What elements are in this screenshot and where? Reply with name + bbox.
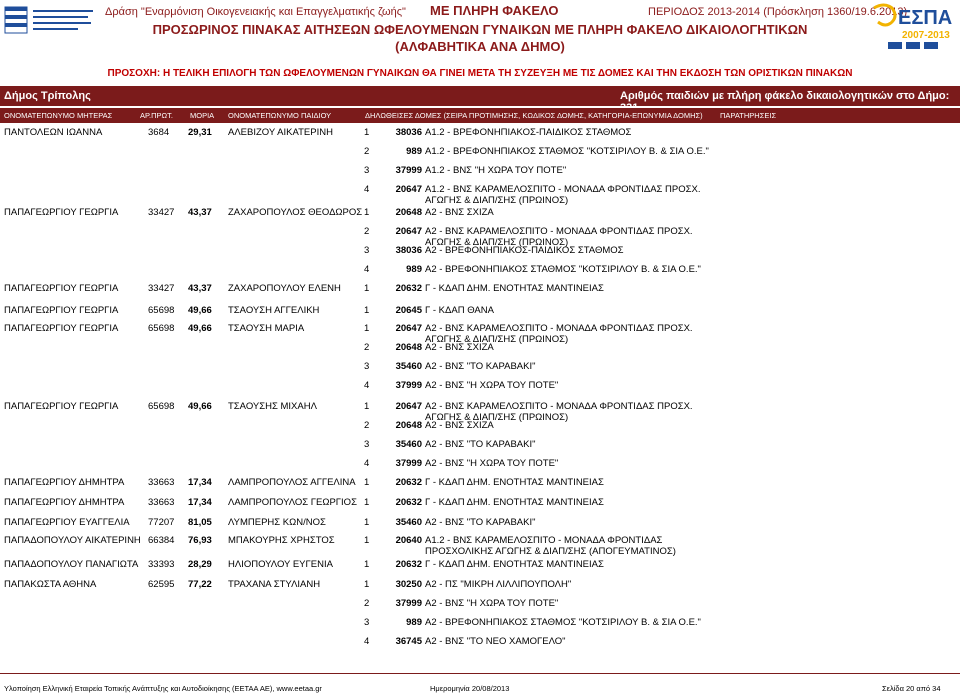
choice-order: 1: [364, 477, 370, 488]
choice-order: 1: [364, 207, 370, 218]
choice-order: 1: [364, 579, 370, 590]
structure-code: 20647: [395, 323, 422, 334]
structure-name: Α2 - ΒΝΣ ΣΧΙΖΑ: [425, 207, 494, 218]
structure-code: 20648: [395, 420, 422, 431]
choice-order: 3: [364, 361, 370, 372]
protocol-number: 62595: [148, 579, 175, 590]
structure-name: Α1.2 - ΒΝΣ ΚΑΡΑΜΕΛΟΣΠΙΤΟ - ΜΟΝΑΔΑ ΦΡΟΝΤΙΔΑΣ ΠΡΟΣΧΟΛΙΚΗΣ ΑΓΩΓΗΣ & ΔΙΑΠ/ΣΗΣ (ΑΠΟΓΕΥΜΑΤΙΝΟΣ): [425, 535, 676, 557]
choice-order: 3: [364, 165, 370, 176]
col-points: ΜΟΡΙΑ: [190, 111, 215, 120]
espa-logo-text: ΕΣΠΑ: [898, 7, 953, 29]
choice-order: 1: [364, 401, 370, 412]
child-name: ΖΑΧΑΡΟΠΟΥΛΟΥ ΕΛΕΝΗ: [228, 283, 341, 294]
structure-code: 20647: [395, 226, 422, 237]
structure-name: Α2 - ΒΝΣ "ΤΟ ΚΑΡΑΒΑΚΙ": [425, 361, 536, 372]
points-value: 17,34: [188, 477, 212, 488]
structure-code: 20632: [395, 497, 422, 508]
protocol-number: 33427: [148, 207, 175, 218]
structure-name: Α2 - ΒΝΣ ΚΑΡΑΜΕΛΟΣΠΙΤΟ - ΜΟΝΑΔΑ ΦΡΟΝΤΙΔΑΣ ΠΡΟΣΧ. ΑΓΩΓΗΣ & ΔΙΑΠ/ΣΗΣ (ΠΡΩΙΝΟΣ): [425, 401, 693, 423]
mother-name: ΠΑΠΑΓΕΩΡΓΙΟΥ ΓΕΩΡΓΙΑ: [4, 283, 119, 294]
choice-order: 4: [364, 458, 370, 469]
document-title: ΠΡΟΣΩΡΙΝΟΣ ΠΙΝΑΚΑΣ ΑΙΤΗΣΕΩΝ ΩΦΕΛΟΥΜΕΝΩΝ ΓΥΝΑΙΚΩΝ ΜΕ ΠΛΗΡΗ ΦΑΚΕΛΟ ΔΙΚΑΙΟΛΟΓΗΤΙΚΩΝ: [152, 22, 808, 37]
protocol-number: 65698: [148, 323, 175, 334]
warning-notice: ΠΡΟΣΟΧΗ: Η ΤΕΛΙΚΗ ΕΠΙΛΟΓΗ ΤΩΝ ΩΦΕΛΟΥΜΕΝΩΝ ΓΥΝΑΙΚΩΝ ΘΑ ΓΙΝΕΙ ΜΕΤΑ ΤΗ ΣΥΖΕΥΞΗ ΜΕ ΤΙΣ ΔΟΜΕΣ ΚΑΙ ΤΗΝ ΕΚΔΟΣΗ ΤΩΝ ΟΡΙΣΤΙΚΩΝ ΠΙΝΑΚΩΝ: [107, 68, 853, 79]
points-value: 81,05: [188, 517, 212, 528]
mother-name: ΠΑΠΑΔΟΠΟΥΛΟΥ ΑΙΚΑΤΕΡΙΝΗ: [4, 535, 141, 546]
points-value: 76,93: [188, 535, 212, 546]
col-structures: ΔΗΛΩΘΕΙΣΕΣ ΔΟΜΕΣ (ΣΕΙΡΑ ΠΡΟΤΙΜΗΣΗΣ, ΚΩΔΙΚΟΣ ΔΟΜΗΣ, ΚΑΤΗΓΟΡΙΑ-ΕΠΩΝΥΜΙΑ ΔΟΜΗΣ): [365, 111, 703, 120]
mother-name: ΠΑΠΑΓΕΩΡΓΙΟΥ ΓΕΩΡΓΙΑ: [4, 401, 119, 412]
espa-logo-years: 2007-2013: [902, 30, 950, 41]
mother-name: ΠΑΠΑΚΩΣΤΑ ΑΘΗΝΑ: [4, 579, 97, 590]
choice-order: 2: [364, 226, 370, 237]
program-title: Δράση "Εναρμόνιση Οικογενειακής και Επαγγελματικής ζωής": [105, 6, 406, 18]
espa-logo: [872, 2, 957, 50]
child-name: ΑΛΕΒΙΖΟΥ ΑΙΚΑΤΕΡΙΝΗ: [228, 127, 333, 138]
choice-order: 1: [364, 517, 370, 528]
protocol-number: 33393: [148, 559, 175, 570]
structure-code: 989: [406, 264, 422, 275]
choice-order: 4: [364, 636, 370, 647]
protocol-number: 65698: [148, 401, 175, 412]
mother-name: ΠΑΠΑΔΟΠΟΥΛΟΥ ΠΑΝΑΓΙΩΤΑ: [4, 559, 139, 570]
protocol-number: 33663: [148, 497, 175, 508]
points-value: 29,31: [188, 127, 212, 138]
period-label: ΠΕΡΙΟΔΟΣ 2013-2014 (Πρόσκληση 1360/19.6.2013): [648, 6, 908, 18]
points-value: 77,22: [188, 579, 212, 590]
mother-name: ΠΑΠΑΓΕΩΡΓΙΟΥ ΔΗΜΗΤΡΑ: [4, 497, 125, 508]
footer-page: Σελίδα 20 από 34: [882, 684, 941, 693]
structure-name: Α2 - ΒΝΣ ΣΧΙΖΑ: [425, 342, 494, 353]
protocol-number: 33663: [148, 477, 175, 488]
points-value: 43,37: [188, 283, 212, 294]
protocol-number: 3684: [148, 127, 170, 138]
child-name: ΜΠΑΚΟΥΡΗΣ ΧΡΗΣΤΟΣ: [228, 535, 335, 546]
points-value: 49,66: [188, 401, 212, 412]
structure-name: Α2 - ΒΡΕΦΟΝΗΠΙΑΚΟΣ ΣΤΑΘΜΟΣ "ΚΟΤΣΙΡΙΛΟΥ Β. & ΣΙΑ Ο.Ε.": [425, 264, 701, 275]
municipality-name: Δήμος Τρίπολης: [4, 90, 91, 102]
footer-rule: [0, 673, 960, 674]
structure-name: Α2 - ΒΝΣ "ΤΟ ΝΕΟ ΧΑΜΟΓΕΛΟ": [425, 636, 566, 647]
choice-order: 1: [364, 305, 370, 316]
child-name: ΛΑΜΠΡΟΠΟΥΛΟΣ ΓΕΩΡΓΙΟΣ: [228, 497, 357, 508]
document-subtitle: (ΑΛΦΑΒΗΤΙΚΑ ΑΝΑ ΔΗΜΟ): [395, 39, 565, 54]
structure-name: Α2 - ΒΝΣ ΚΑΡΑΜΕΛΟΣΠΙΤΟ - ΜΟΝΑΔΑ ΦΡΟΝΤΙΔΑΣ ΠΡΟΣΧ. ΑΓΩΓΗΣ & ΔΙΑΠ/ΣΗΣ (ΠΡΩΙΝΟΣ): [425, 226, 693, 248]
structure-code: 989: [406, 146, 422, 157]
choice-order: 1: [364, 283, 370, 294]
col-remarks: ΠΑΡΑΤΗΡΗΣΕΙΣ: [720, 111, 777, 120]
structure-name: Α2 - ΒΝΣ "ΤΟ ΚΑΡΑΒΑΚΙ": [425, 517, 536, 528]
child-name: ΤΣΑΟΥΣΗΣ ΜΙΧΑΗΛ: [228, 401, 317, 412]
choice-order: 3: [364, 617, 370, 628]
structure-code: 20648: [395, 342, 422, 353]
mother-name: ΠΑΠΑΓΕΩΡΓΙΟΥ ΕΥΑΓΓΕΛΙΑ: [4, 517, 130, 528]
structure-name: Α1.2 - ΒΡΕΦΟΝΗΠΙΑΚΟΣ-ΠΑΙΔΙΚΟΣ ΣΤΑΘΜΟΣ: [425, 127, 632, 138]
structure-code: 37999: [395, 165, 422, 176]
structure-code: 20647: [395, 401, 422, 412]
child-name: ΤΡΑΧΑΝΑ ΣΤΥΛΙΑΝΗ: [228, 579, 321, 590]
structure-code: 37999: [395, 380, 422, 391]
mother-name: ΠΑΠΑΓΕΩΡΓΙΟΥ ΓΕΩΡΓΙΑ: [4, 323, 119, 334]
structure-name: Α2 - ΒΝΣ "Η ΧΩΡΑ ΤΟΥ ΠΟΤΕ": [425, 380, 559, 391]
choice-order: 1: [364, 127, 370, 138]
choice-order: 4: [364, 264, 370, 275]
structure-name: Α1.2 - ΒΝΣ "Η ΧΩΡΑ ΤΟΥ ΠΟΤΕ": [425, 165, 567, 176]
choice-order: 2: [364, 420, 370, 431]
structure-name: Γ - ΚΔΑΠ ΔΗΜ. ΕΝΟΤΗΤΑΣ ΜΑΝΤΙΝΕΙΑΣ: [425, 559, 604, 570]
choice-order: 1: [364, 497, 370, 508]
structure-name: Α2 - ΒΝΣ "ΤΟ ΚΑΡΑΒΑΚΙ": [425, 439, 536, 450]
structure-name: Α2 - ΒΝΣ ΣΧΙΖΑ: [425, 420, 494, 431]
protocol-number: 66384: [148, 535, 175, 546]
choice-order: 4: [364, 380, 370, 391]
child-name: ΖΑΧΑΡΟΠΟΥΛΟΣ ΘΕΟΔΩΡΟΣ: [228, 207, 363, 218]
child-name: ΗΛΙΟΠΟΥΛΟΥ ΕΥΓΕΝΙΑ: [228, 559, 333, 570]
protocol-number: 65698: [148, 305, 175, 316]
structure-name: Α2 - ΒΡΕΦΟΝΗΠΙΑΚΟΣ-ΠΑΙΔΙΚΟΣ ΣΤΑΘΜΟΣ: [425, 245, 624, 256]
choice-order: 3: [364, 439, 370, 450]
children-count: Αριθμός παιδιών με πλήρη φάκελο δικαιολογητικών στο Δήμο:: [620, 90, 950, 102]
structure-name: Α1.2 - ΒΝΣ ΚΑΡΑΜΕΛΟΣΠΙΤΟ - ΜΟΝΑΔΑ ΦΡΟΝΤΙΔΑΣ ΠΡΟΣΧ. ΑΓΩΓΗΣ & ΔΙΑΠ/ΣΗΣ (ΠΡΩΙΝΟΣ): [425, 184, 701, 206]
structure-code: 20647: [395, 184, 422, 195]
mother-name: ΠΑΝΤΟΛΕΩΝ ΙΩΑΝΝΑ: [4, 127, 103, 138]
structure-name: Α1.2 - ΒΡΕΦΟΝΗΠΙΑΚΟΣ ΣΤΑΘΜΟΣ "ΚΟΤΣΙΡΙΛΟΥ Β. & ΣΙΑ Ο.Ε.": [425, 146, 709, 157]
column-header: [0, 108, 960, 123]
structure-code: 35460: [395, 517, 422, 528]
points-value: 17,34: [188, 497, 212, 508]
structure-code: 20645: [395, 305, 422, 316]
choice-order: 4: [364, 184, 370, 195]
points-value: 43,37: [188, 207, 212, 218]
structure-name: Α2 - ΒΡΕΦΟΝΗΠΙΑΚΟΣ ΣΤΑΘΜΟΣ "ΚΟΤΣΙΡΙΛΟΥ Β. & ΣΙΑ Ο.Ε.": [425, 617, 701, 628]
structure-code: 35460: [395, 439, 422, 450]
choice-order: 1: [364, 559, 370, 570]
choice-order: 2: [364, 342, 370, 353]
choice-order: 3: [364, 245, 370, 256]
points-value: 49,66: [188, 323, 212, 334]
structure-name: Α2 - ΒΝΣ ΚΑΡΑΜΕΛΟΣΠΙΤΟ - ΜΟΝΑΔΑ ΦΡΟΝΤΙΔΑΣ ΠΡΟΣΧ. ΑΓΩΓΗΣ & ΔΙΑΠ/ΣΗΣ (ΠΡΩΙΝΟΣ): [425, 323, 693, 345]
footer-org: Υλοποίηση Ελληνική Εταιρεία Τοπικής Ανάπτυξης και Αυτοδιοίκησης (ΕΕΤΑΑ ΑΕ), www.eetaa.gr: [4, 684, 322, 693]
municipality-bar: [0, 86, 960, 106]
col-mother: ΟΝΟΜΑΤΕΠΩΝΥΜΟ ΜΗΤΕΡΑΣ: [4, 111, 113, 120]
mother-name: ΠΑΠΑΓΕΩΡΓΙΟΥ ΔΗΜΗΤΡΑ: [4, 477, 125, 488]
protocol-number: 33427: [148, 283, 175, 294]
protocol-number: 77207: [148, 517, 175, 528]
structure-code: 37999: [395, 458, 422, 469]
structure-code: 35460: [395, 361, 422, 372]
structure-name: Γ - ΚΔΑΠ ΔΗΜ. ΕΝΟΤΗΤΑΣ ΜΑΝΤΙΝΕΙΑΣ: [425, 477, 604, 488]
choice-order: 1: [364, 535, 370, 546]
structure-name: Γ - ΚΔΑΠ ΘΑΝΑ: [425, 305, 494, 316]
structure-name: Α2 - ΠΣ "ΜΙΚΡΗ ΛΙΛΛΙΠΟΥΠΟΛΗ": [425, 579, 572, 590]
child-name: ΤΣΑΟΥΣΗ ΜΑΡΙΑ: [228, 323, 305, 334]
col-child: ΟΝΟΜΑΤΕΠΩΝΥΜΟ ΠΑΙΔΙΟΥ: [228, 111, 332, 120]
child-name: ΤΣΑΟΥΣΗ ΑΓΓΕΛΙΚΗ: [228, 305, 320, 316]
structure-code: 38036: [395, 127, 422, 138]
structure-code: 38036: [395, 245, 422, 256]
child-name: ΛΑΜΠΡΟΠΟΥΛΟΣ ΑΓΓΕΛΙΝΑ: [228, 477, 356, 488]
structure-name: Γ - ΚΔΑΠ ΔΗΜ. ΕΝΟΤΗΤΑΣ ΜΑΝΤΙΝΕΙΑΣ: [425, 497, 604, 508]
structure-name: Α2 - ΒΝΣ "Η ΧΩΡΑ ΤΟΥ ΠΟΤΕ": [425, 598, 559, 609]
col-protocol: ΑΡ.ΠΡΩΤ.: [140, 111, 173, 120]
points-value: 28,29: [188, 559, 212, 570]
choice-order: 2: [364, 598, 370, 609]
points-value: 49,66: [188, 305, 212, 316]
choice-order: 2: [364, 146, 370, 157]
structure-code: 20632: [395, 283, 422, 294]
mother-name: ΠΑΠΑΓΕΩΡΓΙΟΥ ΓΕΩΡΓΙΑ: [4, 305, 119, 316]
mother-name: ΠΑΠΑΓΕΩΡΓΙΟΥ ΓΕΩΡΓΙΑ: [4, 207, 119, 218]
structure-code: 20648: [395, 207, 422, 218]
structure-code: 37999: [395, 598, 422, 609]
structure-name: Α2 - ΒΝΣ "Η ΧΩΡΑ ΤΟΥ ΠΟΤΕ": [425, 458, 559, 469]
footer-date: Ημερομηνία 20/08/2013: [430, 684, 510, 693]
structure-code: 36745: [395, 636, 422, 647]
child-name: ΛΥΜΠΕΡΗΣ ΚΩΝ/ΝΟΣ: [228, 517, 326, 528]
structure-code: 30250: [395, 579, 422, 590]
structure-code: 20632: [395, 559, 422, 570]
choice-order: 1: [364, 323, 370, 334]
structure-code: 20640: [395, 535, 422, 546]
structure-code: 20632: [395, 477, 422, 488]
structure-code: 989: [406, 617, 422, 628]
structure-name: Γ - ΚΔΑΠ ΔΗΜ. ΕΝΟΤΗΤΑΣ ΜΑΝΤΙΝΕΙΑΣ: [425, 283, 604, 294]
file-status: ΜΕ ΠΛΗΡΗ ΦΑΚΕΛΟ: [430, 3, 559, 18]
